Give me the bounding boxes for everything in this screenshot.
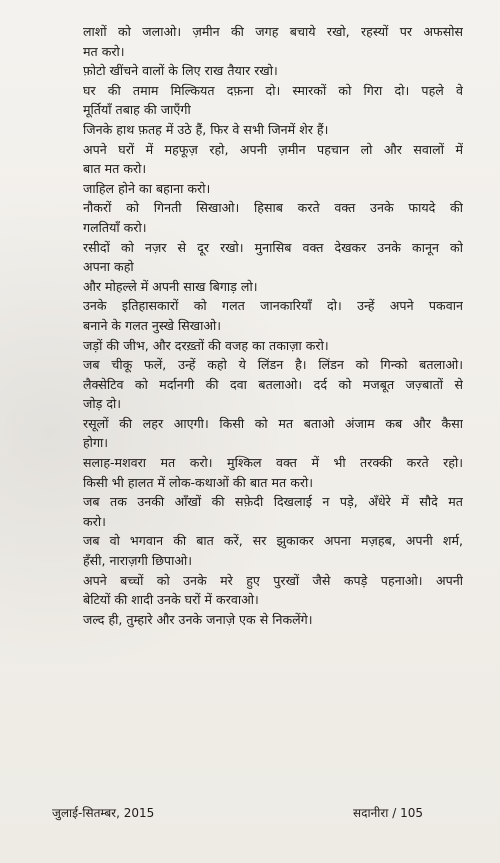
text-line: घर की तमाम मिल्कियत दफ़ना दो। स्मारकों को गिरा दो। पहले वे xyxy=(83,82,463,98)
text-line: हँसी, नाराज़गी छिपाओ। xyxy=(83,553,192,569)
text-line: होगा। xyxy=(83,435,109,451)
text-line: अपने घरों में महफूज़ रहो, अपनी ज़मीन पहचान लो और सवालों में xyxy=(83,141,463,157)
text-line: और मोहल्ले में अपनी साख बिगाड़ लो। xyxy=(83,278,258,294)
text-line: जब वो भगवान की बात करें, सर झुकाकर अपना मज़हब, अपनी शर्म, xyxy=(83,533,463,549)
text-line: जल्द ही, तुम्हारे और उनके जनाज़े एक से निकलेंगे। xyxy=(83,611,313,627)
text-line: नौकरों को गिनती सिखाओ। हिसाब करते वक्त उनके फायदे की xyxy=(83,200,463,216)
text-line: उनके इतिहासकारों को गलत जानकारियाँ दो। उन्हें अपने पकवान xyxy=(83,298,463,314)
text-line: अपने बच्चों को उनके मरे हुए पुरखों जैसे कपड़े पहनाओ। अपनी xyxy=(83,572,463,588)
text-line: मत करो। xyxy=(83,43,125,59)
text-line: रसीदों को नज़र से दूर रखो। मुनासिब वक्त देखकर उनके कानून को xyxy=(83,239,463,255)
text-line: लैक्सेटिव को मर्दानगी की दवा बतलाओ। दर्द को मजबूत जज़्बातों से xyxy=(83,376,463,392)
text-line: जब तक उनकी आँखों की सफ़ेदी दिखलाई न पड़े, अँधेरे में सौदे मत xyxy=(83,494,463,510)
text-line: जाहिल होने का बहाना करो। xyxy=(83,180,211,196)
text-line: बात मत करो। xyxy=(83,161,147,177)
magazine-page-ref xyxy=(353,804,423,821)
text-line: गलतियाँ करो। xyxy=(83,219,147,235)
text-line: फ़ोटो खींचने वालों के लिए राख तैयार रखो। xyxy=(83,63,278,79)
text-line: जड़ों की जीभ, और दरख़्तों की वजह का तकाज़ा करो। xyxy=(83,337,329,353)
issue-date: जुलाई-सितम्बर, 2015 xyxy=(52,806,155,820)
text-line: जब चीकू फलें, उन्हें कहो ये लिंडन है। लिंडन को गिन्को बतलाओ। xyxy=(83,357,463,373)
text-line: करो। xyxy=(83,513,106,529)
text-line: बेटियों की शादी उनके घरों में करवाओ। xyxy=(83,592,259,608)
text-line: अपना कहो xyxy=(83,259,134,275)
magazine-name: सदानीरा xyxy=(353,806,389,820)
page-number: 105 xyxy=(400,806,423,820)
text-line: लाशों को जलाओ। ज़मीन की जगह बचाये रखो, रहस्यों पर अफसोस xyxy=(83,24,463,39)
text-line: सलाह-मशवरा मत करो। मुश्किल वक्त में भी तरक्की करते रहो। xyxy=(83,455,463,471)
text-line: मूर्तियाँ तबाह की जाएँगी xyxy=(83,102,191,118)
text-line: जिनके हाथ फ़तह में उठे हैं, फिर वे सभी जिनमें शेर हैं। xyxy=(83,121,329,137)
poem-body xyxy=(83,22,463,629)
text-line: जोड़ दो। xyxy=(83,396,122,412)
text-line: बनाने के गलत नुस्खे सिखाओ। xyxy=(83,317,221,333)
text-line: रसूलों की लहर आएगी। किसी को मत बताओ अंजाम कब और कैसा xyxy=(83,415,463,431)
text-line: किसी भी हालत में लोक-कथाओं की बात मत करो। xyxy=(83,474,314,490)
footer-separator: / xyxy=(392,806,397,820)
page-footer xyxy=(0,804,500,824)
